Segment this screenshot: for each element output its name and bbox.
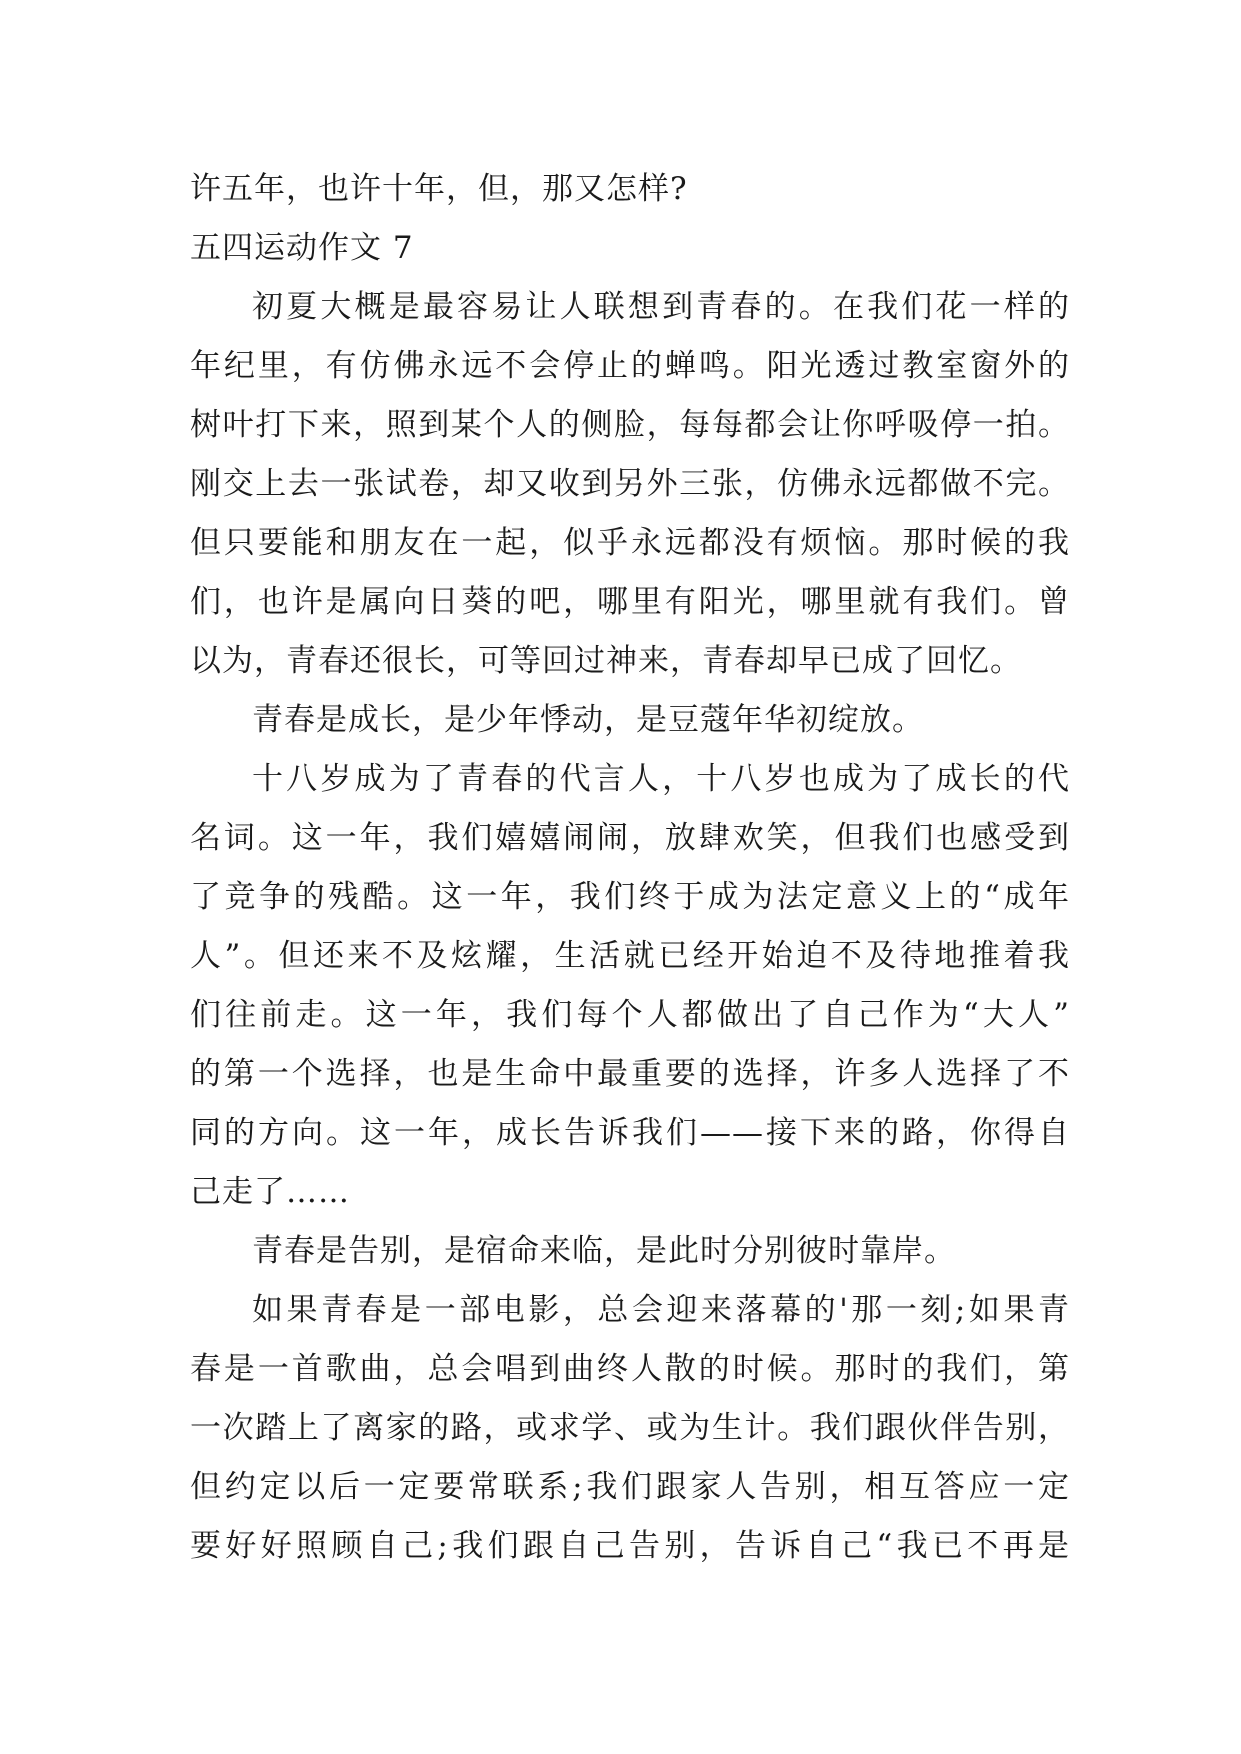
text-line: 青春是告别，是宿命来临，是此时分别彼时靠岸。 — [252, 1233, 956, 1269]
document-body — [190, 160, 1070, 1576]
text-line: 人”。但还来不及炫耀，生活就已经开始迫不及待地推着我 — [190, 938, 1070, 974]
text-line: 但约定以后一定要常联系;我们跟家人告别，相互答应一定 — [190, 1469, 1070, 1505]
text-line: 要好好照顾自己;我们跟自己告别，告诉自己“我已不再是 — [190, 1528, 1070, 1564]
text-line: 们往前走。这一年，我们每个人都做出了自己作为“大人” — [190, 997, 1070, 1033]
text-line: 春是一首歌曲，总会唱到曲终人散的时候。那时的我们，第 — [190, 1351, 1070, 1387]
text-line: 青春是成长，是少年悸动，是豆蔻年华初绽放。 — [252, 702, 924, 738]
text-line: 但只要能和朋友在一起，似乎永远都没有烦恼。那时候的我 — [190, 525, 1070, 561]
text-line: 一次踏上了离家的路，或求学、或为生计。我们跟伙伴告别， — [190, 1410, 1070, 1446]
text-line: 初夏大概是最容易让人联想到青春的。在我们花一样的 — [252, 289, 1070, 325]
text-line: 如果青春是一部电影，总会迎来落幕的'那一刻;如果青 — [252, 1292, 1070, 1328]
text-line: 们，也许是属向日葵的吧，哪里有阳光，哪里就有我们。曾 — [190, 584, 1070, 620]
text-line: 同的方向。这一年，成长告诉我们——接下来的路，你得自 — [190, 1115, 1070, 1151]
section-heading: 五四运动作文 7 — [190, 230, 414, 266]
text-line: 刚交上去一张试卷，却又收到另外三张，仿佛永远都做不完。 — [190, 466, 1070, 502]
text-line: 许五年，也许十年，但，那又怎样? — [190, 171, 688, 207]
text-line: 了竞争的残酷。这一年，我们终于成为法定意义上的“成年 — [190, 879, 1070, 915]
text-line: 树叶打下来，照到某个人的侧脸，每每都会让你呼吸停一拍。 — [190, 407, 1070, 443]
text-line: 己走了…… — [190, 1174, 350, 1210]
text-line: 以为，青春还很长，可等回过神来，青春却早已成了回忆。 — [190, 643, 1022, 679]
text-line: 名词。这一年，我们嬉嬉闹闹，放肆欢笑，但我们也感受到 — [190, 820, 1070, 856]
text-line: 十八岁成为了青春的代言人，十八岁也成为了成长的代 — [252, 761, 1070, 797]
text-line: 的第一个选择，也是生命中最重要的选择，许多人选择了不 — [190, 1056, 1070, 1092]
text-line: 年纪里，有仿佛永远不会停止的蝉鸣。阳光透过教室窗外的 — [190, 348, 1070, 384]
